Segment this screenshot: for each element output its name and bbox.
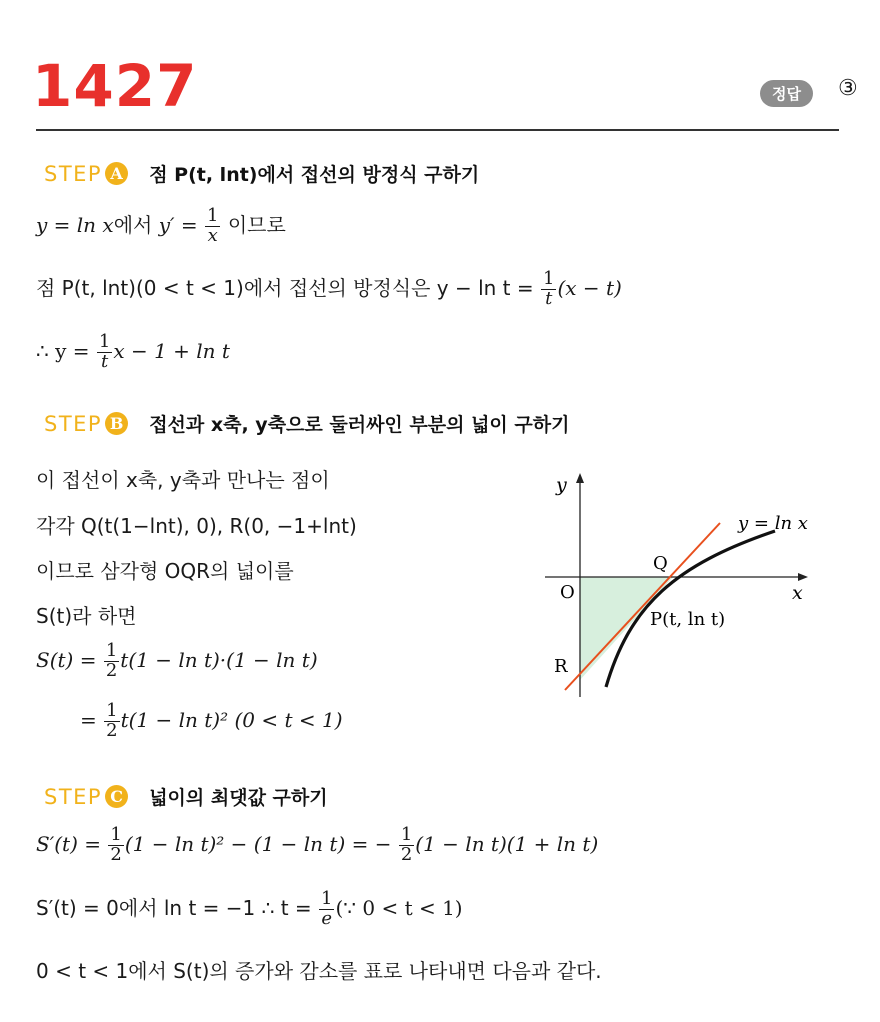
- step-b-title: 접선과 x축, y축으로 둘러싸인 부분의 넓이 구하기: [149, 414, 570, 436]
- fraction: [104, 702, 119, 741]
- numerator: 1: [110, 824, 122, 845]
- step-a-line-2: [36, 270, 622, 309]
- header-divider: [36, 129, 839, 131]
- denominator: t: [100, 350, 109, 372]
- numerator: 1: [98, 331, 111, 352]
- step-c-title: 넓이의 최댓값 구하기: [149, 787, 328, 809]
- math-expr: (1 − ln t)(1 + ln t): [415, 831, 599, 856]
- problem-number: 1427: [32, 52, 198, 120]
- math-expr: y = ln x: [36, 212, 114, 237]
- math-expr: ∴ y =: [36, 338, 90, 363]
- math-expr: S′(t) = 0에서 ln t = −1 ∴ t =: [36, 895, 312, 920]
- step-a-label: STEP: [44, 162, 103, 186]
- step-a-heading: [44, 160, 479, 187]
- math-expr: x − 1 + ln t: [113, 338, 230, 363]
- numerator: 1: [207, 205, 219, 226]
- step-a-line-3: [36, 333, 230, 372]
- answer-badge: 정답: [760, 80, 813, 107]
- y-axis-arrow-icon: [576, 473, 584, 483]
- math-expr: S′(t) =: [36, 831, 101, 856]
- step-c-line-1: [36, 826, 598, 865]
- step-b-line-5: [36, 642, 318, 681]
- p-label: P(t, ln t): [650, 609, 726, 630]
- tangent-graph: [540, 465, 840, 705]
- text: 에서: [113, 212, 159, 237]
- step-b-line-6: [80, 702, 343, 741]
- step-b-line-2: 각각 Q(t(1−lnt), 0), R(0, −1+lnt): [36, 514, 357, 538]
- text: 이므로: [221, 212, 286, 237]
- y-axis-label: y: [556, 474, 567, 496]
- fraction: [108, 826, 123, 865]
- numerator: 1: [400, 824, 413, 845]
- denominator: e: [321, 907, 333, 929]
- q-label: Q: [653, 553, 668, 574]
- answer-value: ③: [838, 76, 858, 101]
- fraction: [97, 333, 112, 372]
- x-axis-label: x: [792, 582, 803, 604]
- numerator: 1: [542, 268, 555, 289]
- math-expr: t(1 − ln t)·(1 − ln t): [120, 647, 318, 672]
- numerator: 1: [321, 888, 333, 909]
- denominator: 2: [106, 719, 118, 741]
- step-b-line-1: 이 접선이 x축, y축과 만나는 점이: [36, 468, 330, 492]
- fraction: [104, 642, 119, 681]
- denominator: 2: [400, 843, 413, 865]
- fraction: [205, 207, 220, 246]
- r-label: R: [554, 656, 568, 677]
- step-c-heading: [44, 783, 328, 810]
- math-expr: 점 P(t, lnt)(0 < t < 1)에서 접선의 방정식은 y − ln t =: [36, 275, 534, 300]
- denominator: 2: [105, 659, 118, 681]
- step-b-label: STEP: [44, 412, 103, 436]
- step-c-label: STEP: [44, 785, 103, 809]
- step-a-line-1: [36, 207, 286, 246]
- fraction: [541, 270, 556, 309]
- math-expr: (x − t): [557, 275, 622, 300]
- math-expr: =: [80, 707, 97, 732]
- step-b-line-3: 이므로 삼각형 OQR의 넓이를: [36, 559, 294, 583]
- step-c-badge: C: [105, 785, 128, 808]
- curve-label: y = ln x: [738, 513, 808, 534]
- step-a-badge: A: [105, 162, 128, 185]
- denominator: 2: [110, 843, 122, 865]
- step-b-badge: B: [105, 412, 128, 435]
- step-b-heading: [44, 410, 569, 437]
- math-expr: (∵ 0 < t < 1): [335, 895, 463, 920]
- math-expr: S(t) =: [36, 647, 97, 672]
- x-axis-arrow-icon: [798, 573, 808, 581]
- math-expr: t(1 − ln t)² (0 < t < 1): [120, 707, 343, 732]
- numerator: 1: [105, 640, 118, 661]
- numerator: 1: [106, 700, 118, 721]
- origin-label: O: [560, 582, 575, 603]
- step-b-line-4: S(t)라 하면: [36, 604, 137, 628]
- math-expr: (1 − ln t)² − (1 − ln t) = −: [124, 831, 392, 856]
- fraction: [399, 826, 414, 865]
- math-expr: y′ =: [158, 212, 198, 237]
- denominator: x: [207, 224, 218, 246]
- denominator: t: [545, 287, 553, 309]
- step-a-title: 점 P(t, lnt)에서 접선의 방정식 구하기: [149, 164, 480, 186]
- step-c-line-3: 0 < t < 1에서 S(t)의 증가와 감소를 표로 나타내면 다음과 같다.: [36, 959, 602, 983]
- fraction: [319, 890, 334, 929]
- step-c-line-2: [36, 890, 463, 929]
